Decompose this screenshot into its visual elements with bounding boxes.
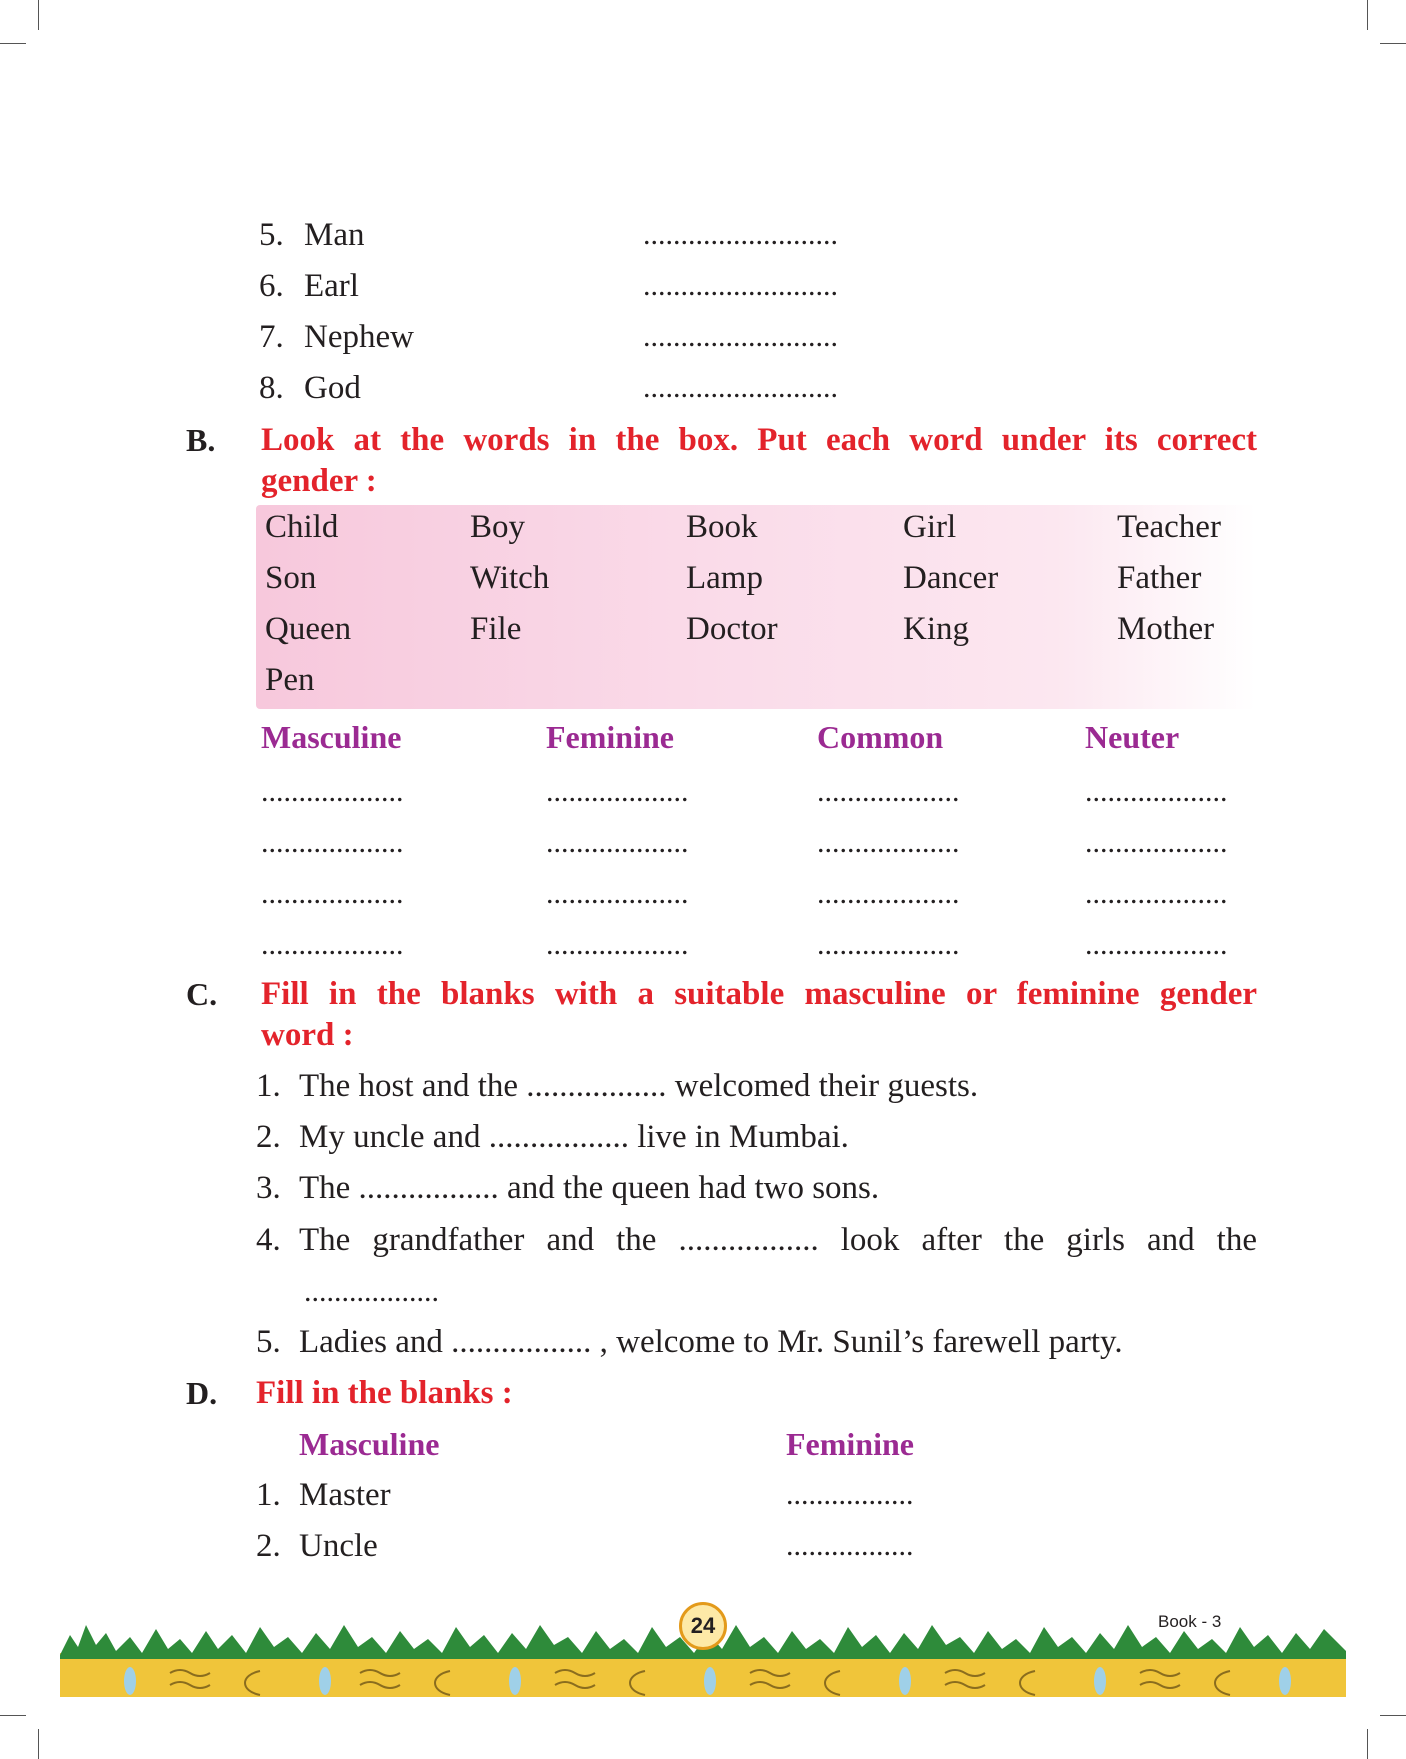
section-instruction: Fill in the blanks : [256, 1375, 513, 1411]
crop-mark [1367, 1729, 1368, 1759]
box-word: Doctor [686, 611, 778, 647]
list-number: 5. [259, 217, 284, 253]
list-number: 2. [256, 1528, 281, 1564]
crop-mark [1367, 0, 1368, 30]
list-number: 7. [259, 319, 284, 355]
crop-mark [38, 0, 39, 30]
answer-blank[interactable]: ................... [261, 826, 404, 859]
answer-blank[interactable]: .......................... [643, 218, 838, 251]
box-word: Boy [470, 509, 526, 545]
answer-blank[interactable]: ................... [817, 775, 960, 808]
answer-blank[interactable]: ................... [261, 775, 404, 808]
crop-mark [1380, 1715, 1406, 1716]
column-header-masculine: Masculine [299, 1426, 440, 1462]
box-word: Dancer [903, 560, 999, 596]
section-letter: C. [186, 976, 218, 1012]
list-word: God [304, 370, 361, 406]
answer-blank[interactable]: ................... [817, 928, 960, 961]
answer-blank[interactable]: .......................... [643, 269, 838, 302]
answer-blank[interactable]: ................... [1085, 877, 1228, 910]
book-label: Book - 3 [1158, 1612, 1222, 1631]
answer-blank[interactable]: ................... [546, 928, 689, 961]
answer-blank[interactable]: ................... [546, 826, 689, 859]
box-word: Witch [470, 560, 550, 596]
answer-blank[interactable]: ................... [817, 877, 960, 910]
list-number: 8. [259, 370, 284, 406]
answer-blank[interactable]: ................. [786, 1529, 914, 1562]
sentence: The grandfather and the ................. look after the girls and the [299, 1222, 1257, 1258]
column-header-common: Common [817, 719, 944, 755]
list-number: 6. [259, 268, 284, 304]
list-word: Master [299, 1477, 391, 1513]
crop-mark [0, 1715, 26, 1716]
box-word: File [470, 611, 522, 647]
answer-blank[interactable]: ................... [1085, 928, 1228, 961]
answer-blank[interactable]: .................. [304, 1275, 439, 1308]
box-word: Pen [265, 662, 315, 698]
column-header-neuter: Neuter [1085, 719, 1180, 755]
section-instruction-cont: word : [261, 1017, 354, 1053]
answer-blank[interactable]: ................... [817, 826, 960, 859]
crop-mark [1380, 43, 1406, 44]
answer-blank[interactable]: ................... [1085, 826, 1228, 859]
list-word: Nephew [304, 319, 414, 355]
section-letter: B. [186, 422, 216, 458]
answer-blank[interactable]: ................... [1085, 775, 1228, 808]
list-word: Earl [304, 268, 359, 304]
box-word: Child [265, 509, 339, 545]
section-instruction: Look at the words in the box. Put each word under its correct [261, 422, 1257, 458]
list-word: Uncle [299, 1528, 378, 1564]
box-word: Teacher [1117, 509, 1221, 545]
column-header-feminine: Feminine [786, 1426, 914, 1462]
box-word: Queen [265, 611, 352, 647]
box-word: Girl [903, 509, 957, 545]
box-word: King [903, 611, 969, 647]
column-header-masculine: Masculine [261, 719, 402, 755]
section-instruction: Fill in the blanks with a suitable masculine or feminine gender [261, 976, 1257, 1012]
sentence: Ladies and ................. , welcome to Mr. Sunil’s farewell party. [299, 1324, 1123, 1360]
path-strip [60, 1653, 1346, 1697]
sentence: The host and the ................. welcomed their guests. [299, 1068, 979, 1104]
answer-blank[interactable]: ................... [261, 877, 404, 910]
box-word: Son [265, 560, 317, 596]
list-number: 1. [256, 1477, 281, 1513]
answer-blank[interactable]: ................... [546, 877, 689, 910]
answer-blank[interactable]: ................... [546, 775, 689, 808]
box-word: Mother [1117, 611, 1215, 647]
answer-blank[interactable]: .......................... [643, 320, 838, 353]
list-number: 4. [256, 1222, 281, 1258]
word-box [256, 505, 1256, 709]
list-word: Man [304, 217, 365, 253]
answer-blank[interactable]: ................... [261, 928, 404, 961]
answer-blank[interactable]: .......................... [643, 371, 838, 404]
answer-blank[interactable]: ................. [786, 1478, 914, 1511]
column-header-feminine: Feminine [546, 719, 674, 755]
section-letter: D. [186, 1375, 218, 1411]
sentence: My uncle and ................. live in Mumbai. [299, 1119, 849, 1155]
list-number: 1. [256, 1068, 281, 1104]
list-number: 5. [256, 1324, 281, 1360]
list-number: 2. [256, 1119, 281, 1155]
sentence: The ................. and the queen had two sons. [299, 1170, 880, 1206]
page-number-badge: 24 [679, 1602, 727, 1650]
crop-mark [38, 1729, 39, 1759]
box-word: Father [1117, 560, 1202, 596]
section-instruction-cont: gender : [261, 463, 377, 499]
list-number: 3. [256, 1170, 281, 1206]
crop-mark [0, 43, 26, 44]
box-word: Book [686, 509, 758, 545]
box-word: Lamp [686, 560, 763, 596]
